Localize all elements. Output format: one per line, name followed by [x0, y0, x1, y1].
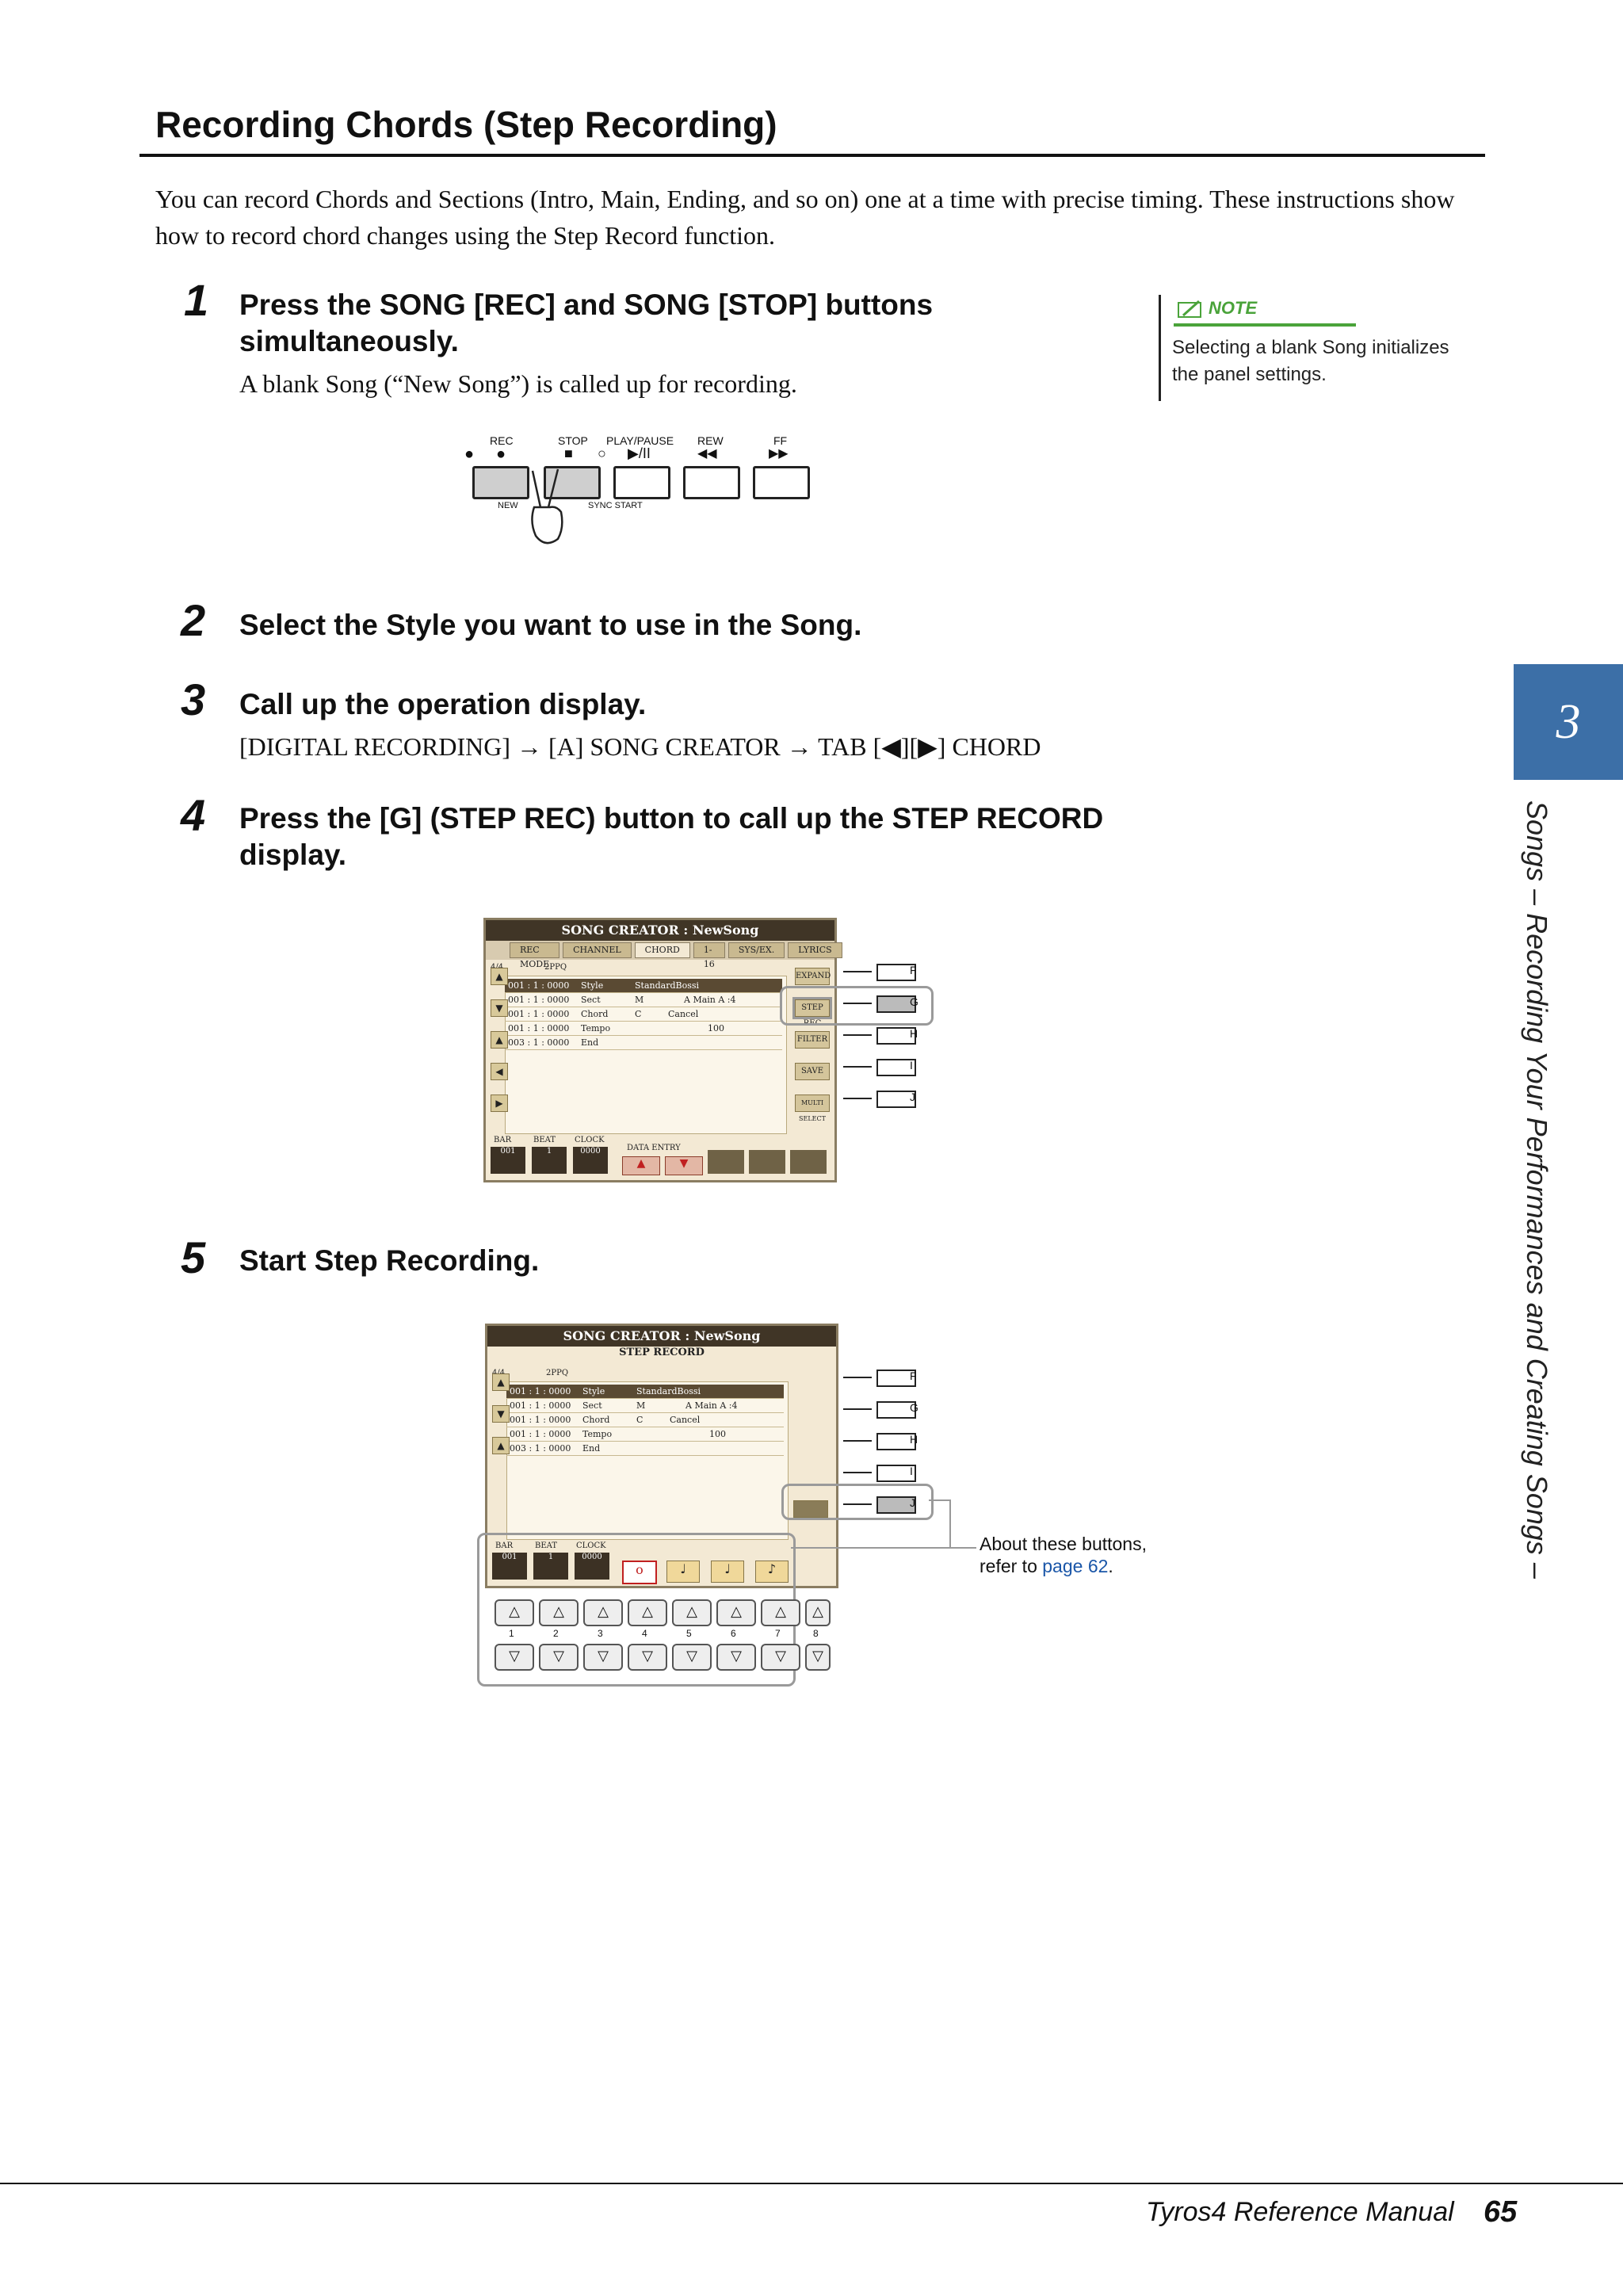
step-2-number: 2: [181, 595, 206, 645]
right-arrow-icon[interactable]: ▶: [491, 1095, 508, 1112]
rew-glyph: ◀◀: [697, 447, 717, 460]
dial-7-up-icon[interactable]: △: [761, 1599, 800, 1626]
dial-8-up-icon[interactable]: △: [805, 1599, 831, 1626]
delete-button[interactable]: [749, 1150, 785, 1174]
dial-4-up-icon[interactable]: △: [628, 1599, 667, 1626]
g-label: G: [910, 995, 918, 1008]
clock-label: CLOCK: [576, 1541, 606, 1550]
callout-leader-top: [929, 1499, 949, 1501]
bar-value[interactable]: 001: [492, 1553, 527, 1580]
beat-label: BEAT: [535, 1541, 557, 1550]
expand-button[interactable]: EXPAND: [795, 968, 830, 985]
step-3-body: [DIGITAL RECORDING] → [A] SONG CREATOR → TAB [◀][▶] CHORD: [239, 732, 1041, 761]
screen2-ppq: 2PPQ: [546, 1369, 569, 1377]
data-entry-label: DATA ENTRY: [627, 1144, 681, 1152]
event-row[interactable]: 001 : 1 : 0000 Sect M A Main A :4: [505, 993, 782, 1007]
multi-select-button[interactable]: MULTI SELECT: [795, 1095, 830, 1112]
i-label: I: [910, 1059, 913, 1072]
tab-1-16[interactable]: 1-16: [693, 942, 725, 958]
event-row[interactable]: 001 : 1 : 0000 Sect M A Main A :4: [506, 1399, 784, 1413]
i-label: I: [910, 1465, 913, 1477]
screen2-header: SONG CREATOR : NewSong: [487, 1326, 836, 1347]
callout-text: [980, 1533, 1147, 1577]
callout-leader-bottom: [791, 1547, 951, 1549]
note-text: Selecting a blank Song initializes the panel settings.: [1172, 337, 1449, 385]
rew-label: REW: [697, 434, 724, 447]
j-label: J: [910, 1091, 915, 1103]
screen1-ppq: 2PPQ: [544, 963, 567, 972]
data-entry-down-icon[interactable]: ▼: [665, 1156, 703, 1175]
event-row[interactable]: 001 : 1 : 0000 Tempo 100: [506, 1427, 784, 1442]
quarter-note-button[interactable]: ♩: [711, 1561, 744, 1583]
ff-button[interactable]: [753, 466, 810, 499]
callout-line-2: refer to page 62.: [980, 1556, 1113, 1576]
f-label: F: [910, 964, 917, 976]
step-4-heading: Press the [G] (STEP REC) button to call up the STEP RECORD display.: [239, 802, 1104, 871]
event-row[interactable]: 001 : 1 : 0000 Style StandardBossi: [505, 979, 782, 993]
filter-button[interactable]: FILTER: [795, 1031, 830, 1049]
cancel-button[interactable]: [790, 1150, 827, 1174]
ins-button[interactable]: [708, 1150, 744, 1174]
step-2-heading: Select the Style you want to use in the Song.: [239, 609, 862, 641]
clock-value[interactable]: 0000: [573, 1147, 608, 1174]
callout-line-1: About these buttons,: [980, 1534, 1147, 1554]
f-label: F: [910, 1370, 917, 1382]
play-glyph: ▶/II: [628, 445, 651, 461]
step-5-number: 5: [181, 1232, 206, 1282]
event-row[interactable]: 001 : 1 : 0000 Chord C Cancel: [506, 1413, 784, 1427]
screen2-subheader: STEP RECORD: [619, 1347, 705, 1358]
step-3-number: 3: [181, 674, 206, 724]
step-1-heading: Press the SONG [REC] and SONG [STOP] buttons simultaneously.: [239, 288, 934, 357]
dial-row: [490, 1596, 838, 1675]
dial-8-down-icon[interactable]: ▽: [805, 1644, 831, 1671]
beat-value[interactable]: 1: [533, 1553, 568, 1580]
rec-label: REC: [490, 434, 514, 447]
hand-pointing-icon: [518, 466, 574, 553]
page-62-link[interactable]: page 62: [1042, 1556, 1109, 1576]
event-row[interactable]: 003 : 1 : 0000 End: [505, 1036, 782, 1050]
callout-leader-text: [951, 1547, 976, 1549]
h-label: H: [910, 1027, 918, 1040]
step-1-body: A blank Song (“New Song”) is called up for recording.: [239, 369, 797, 398]
footer-manual-title: Tyros4 Reference Manual: [1146, 2197, 1454, 2227]
g-label: G: [910, 1401, 918, 1414]
event-row[interactable]: 001 : 1 : 0000 Chord C Cancel: [505, 1007, 782, 1022]
page-number: 65: [1484, 2195, 1518, 2229]
h-label: H: [910, 1433, 918, 1446]
play-pause-button[interactable]: [613, 466, 670, 499]
ff-label: FF: [773, 434, 788, 447]
sync-start-label: SYNC START: [588, 501, 643, 510]
dial-5-up-icon[interactable]: △: [672, 1599, 712, 1626]
screen1-header: SONG CREATOR : NewSong: [486, 920, 834, 941]
step-4-number: 4: [181, 790, 206, 840]
dial-2-down-icon[interactable]: ▽: [539, 1644, 579, 1671]
event-row[interactable]: 003 : 1 : 0000 End: [506, 1442, 784, 1456]
chapter-tab[interactable]: 3: [1514, 664, 1623, 780]
dial-6-up-icon[interactable]: △: [716, 1599, 756, 1626]
dial-number: 8: [813, 1628, 819, 1639]
dial-number: 7: [775, 1628, 781, 1639]
j-label: J: [910, 1496, 915, 1509]
dial-number: 6: [731, 1628, 736, 1639]
tab-rec-mode[interactable]: REC MODE: [510, 942, 559, 958]
left-arrow-icon[interactable]: ◀: [491, 1063, 508, 1080]
pencil-icon: [1175, 298, 1207, 322]
tab-sys-ex[interactable]: SYS/EX.: [728, 942, 785, 958]
chapter-side-title: Songs – Recording Your Performances and Creating Songs –: [1521, 800, 1553, 1579]
j-button-highlight: [781, 1484, 934, 1520]
tab-chord[interactable]: CHORD: [635, 942, 690, 958]
top-arrow-icon[interactable]: ▲: [491, 1031, 508, 1049]
dial-number: 2: [553, 1628, 559, 1639]
title-rule: [139, 154, 1485, 157]
top-arrow-icon[interactable]: ▲: [492, 1437, 510, 1454]
whole-note-button[interactable]: o: [622, 1561, 657, 1584]
note-box: [1159, 295, 1470, 401]
section-title: Recording Chords (Step Recording): [155, 104, 777, 145]
dial-3-up-icon[interactable]: △: [583, 1599, 623, 1626]
dial-number: 5: [686, 1628, 692, 1639]
dial-number: 1: [509, 1628, 514, 1639]
note-rule: [1174, 323, 1356, 327]
callout-leader-vertical: [949, 1499, 951, 1547]
down-arrow-icon[interactable]: ▼: [492, 1405, 510, 1423]
dial-7-down-icon[interactable]: ▽: [761, 1644, 800, 1671]
step-5-heading: Start Step Recording.: [239, 1244, 540, 1277]
clock-label: CLOCK: [575, 1136, 605, 1144]
note-label: NOTE: [1209, 298, 1258, 318]
stop-glyph: ■: [564, 445, 573, 461]
beat-label: BEAT: [533, 1136, 556, 1144]
song-creator-chord-screen: [483, 918, 837, 1182]
dial-number: 4: [642, 1628, 647, 1639]
step-3-heading: Call up the operation display.: [239, 688, 647, 720]
dial-3-down-icon[interactable]: ▽: [583, 1644, 623, 1671]
sync-circle-icon: ○: [598, 445, 606, 461]
data-entry-up-icon[interactable]: ▲: [622, 1156, 660, 1175]
down-arrow-icon[interactable]: ▼: [491, 999, 508, 1017]
intro-paragraph: You can record Chords and Sections (Intro, Main, Ending, and so on) one at a time with precise timing. These instructions show how to record chord changes using the Step Record function.: [155, 185, 1455, 250]
rec-glyph: ●: [496, 445, 506, 463]
dial-number: 3: [598, 1628, 603, 1639]
stop-label: STOP: [558, 434, 588, 447]
half-note-button[interactable]: ♩: [666, 1561, 700, 1583]
step-rec-button[interactable]: STEP REC: [795, 999, 830, 1017]
save-button[interactable]: SAVE: [795, 1063, 830, 1080]
event-row[interactable]: 001 : 1 : 0000 Tempo 100: [505, 1022, 782, 1036]
rew-button[interactable]: [683, 466, 740, 499]
dial-1-down-icon[interactable]: ▽: [495, 1644, 534, 1671]
dial-6-down-icon[interactable]: ▽: [716, 1644, 756, 1671]
play-pause-label: PLAY/PAUSE: [606, 434, 674, 447]
beat-value[interactable]: 1: [532, 1147, 567, 1174]
bar-label: BAR: [495, 1541, 514, 1550]
event-row[interactable]: 001 : 1 : 0000 Style StandardBossi: [506, 1385, 784, 1399]
dial-4-down-icon[interactable]: ▽: [628, 1644, 667, 1671]
dial-5-down-icon[interactable]: ▽: [672, 1644, 712, 1671]
rec-dot-icon: ●: [464, 445, 475, 463]
footer-rule: [0, 2183, 1623, 2184]
bar-value[interactable]: 001: [491, 1147, 525, 1174]
new-label: NEW: [498, 501, 518, 510]
up-arrow-icon[interactable]: ▲: [491, 968, 508, 985]
tab-channel[interactable]: CHANNEL: [563, 942, 632, 958]
clock-value[interactable]: 0000: [575, 1553, 609, 1580]
step-rec-highlight: [780, 986, 934, 1026]
ff-glyph: ▶▶: [769, 447, 789, 460]
tab-lyrics[interactable]: LYRICS: [788, 942, 842, 958]
step-1-number: 1: [184, 275, 209, 325]
dial-2-up-icon[interactable]: △: [539, 1599, 579, 1626]
dial-1-up-icon[interactable]: △: [495, 1599, 534, 1626]
transport-diagram: [452, 434, 832, 553]
eighth-note-button[interactable]: ♪: [755, 1561, 789, 1583]
bar-label: BAR: [494, 1136, 512, 1144]
up-arrow-icon[interactable]: ▲: [492, 1373, 510, 1391]
